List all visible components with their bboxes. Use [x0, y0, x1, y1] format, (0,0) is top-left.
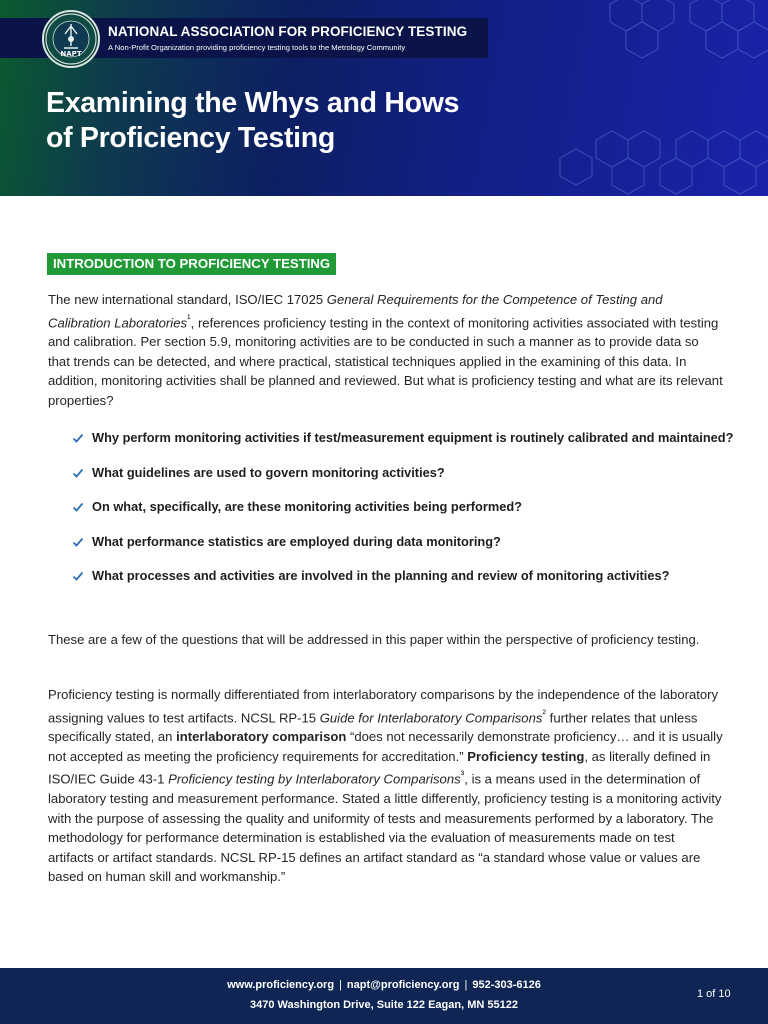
para-text: Proficiency testing is normally differentiated from interlaboratory comparisons by the independence of the laboratory assigning values to test artifacts. NCSL RP-15 — [48, 687, 719, 725]
footer-address: 3470 Washington Drive, Suite 122 Eagan, MN 55122 — [250, 999, 518, 1011]
para-text: , as literally defined in ISO/IEC Guide 43-1 — [48, 748, 711, 787]
guide-title: Guide for Interlaboratory Comparisons — [319, 709, 543, 725]
page-number: 1 of 10 — [697, 988, 731, 1000]
question-text: What guidelines are used to govern monitoring activities? — [92, 464, 445, 480]
list-item — [72, 497, 742, 517]
term-interlaboratory-comparison: interlaboratory comparison — [176, 729, 347, 745]
intro-text-1: The new international standard, ISO/IEC 17025 — [48, 292, 327, 307]
header-banner — [0, 0, 768, 196]
separator: | — [339, 979, 342, 991]
question-text: What performance statistics are employed during data monitoring? — [92, 533, 501, 549]
page-title — [46, 86, 566, 156]
title-line-2: of Proficiency Testing — [46, 122, 336, 154]
question-text: On what, specifically, are these monitoring activities being performed? — [92, 499, 522, 514]
definition-paragraph — [48, 685, 724, 887]
title-line-1: Examining the Whys and Hows — [46, 87, 460, 119]
intro-paragraph — [48, 290, 724, 410]
footer-contact — [0, 979, 768, 991]
phone-number: 952-303-6126 — [472, 979, 541, 991]
question-text: What processes and activities are involved in the planning and review of monitoring activities? — [92, 568, 670, 583]
guide-43-title: Proficiency testing by Interlaboratory Comparisons — [168, 771, 461, 787]
para-text: , is a means used in the determination of laboratory testing and measurement performance. Stated a little differently, proficiency testing is a monitoring activity with the purpose of assessing the quality and uniformity of tests and measurements performed by a laboratory. The methodology for performance determination is established via the evaluation of measurements made on test artifacts or artifact standards. NCSL RP-15 defines an artifact standard as “a standard whose value or values are based on human skill and workmanship.” — [48, 771, 722, 885]
footer-bar — [0, 968, 768, 1024]
question-list — [72, 428, 742, 601]
napt-logo — [42, 10, 100, 68]
separator: | — [464, 979, 468, 991]
org-name: NATIONAL ASSOCIATION FOR PROFICIENCY TESTING — [108, 24, 468, 39]
para-text: “does not necessarily demonstrate proficiency… and it is usually not accepted as meeting the proficiency requirements for accreditation.” — [48, 729, 723, 764]
napt-seal-icon — [44, 12, 98, 66]
org-tagline: A Non-Profit Organization providing proficiency testing tools to the Metrology Community — [108, 43, 406, 52]
section-heading: INTRODUCTION TO PROFICIENCY TESTING — [47, 253, 336, 275]
footnote-ref-3: ³ — [460, 769, 465, 782]
summary-paragraph: These are a few of the questions that will be addressed in this paper within the perspective of proficiency testing. — [48, 632, 700, 647]
checkmark-icon — [72, 536, 84, 548]
para-text: further relates that unless specifically stated, an — [48, 709, 698, 745]
footnote-ref-2: ² — [542, 707, 547, 720]
intro-text-2: , references proficiency testing in the context of monitoring activities associated with testing and calibration. Per section 5.9, monitoring activities are to be conducted in such a manner as to provide data so that trends can be detected, and where practical, statistical techniques applied in the examining of this data. In addition, monitoring activities shall be planned and reviewed. But what is proficiency testing and what are its relevant properties? — [48, 314, 723, 408]
website-link[interactable]: www.proficiency.org — [227, 979, 335, 991]
svg-text:NAPT: NAPT — [60, 50, 82, 58]
list-item — [72, 532, 742, 552]
term-proficiency-testing: Proficiency testing — [467, 748, 585, 764]
checkmark-icon — [72, 432, 84, 444]
list-item — [72, 463, 742, 483]
checkmark-icon — [72, 570, 84, 582]
email-link[interactable]: napt@proficiency.org — [346, 979, 460, 991]
list-item — [72, 428, 742, 448]
list-item — [72, 566, 742, 586]
intro-standard-title: General Requirements for the Competence of Testing and Calibration Laboratories — [48, 292, 663, 330]
question-text: Why perform monitoring activities if test/measurement equipment is routinely calibrated and maintained? — [92, 430, 734, 445]
checkmark-icon — [72, 501, 84, 513]
footnote-ref-1: ¹ — [187, 312, 191, 325]
checkmark-icon — [72, 467, 84, 479]
